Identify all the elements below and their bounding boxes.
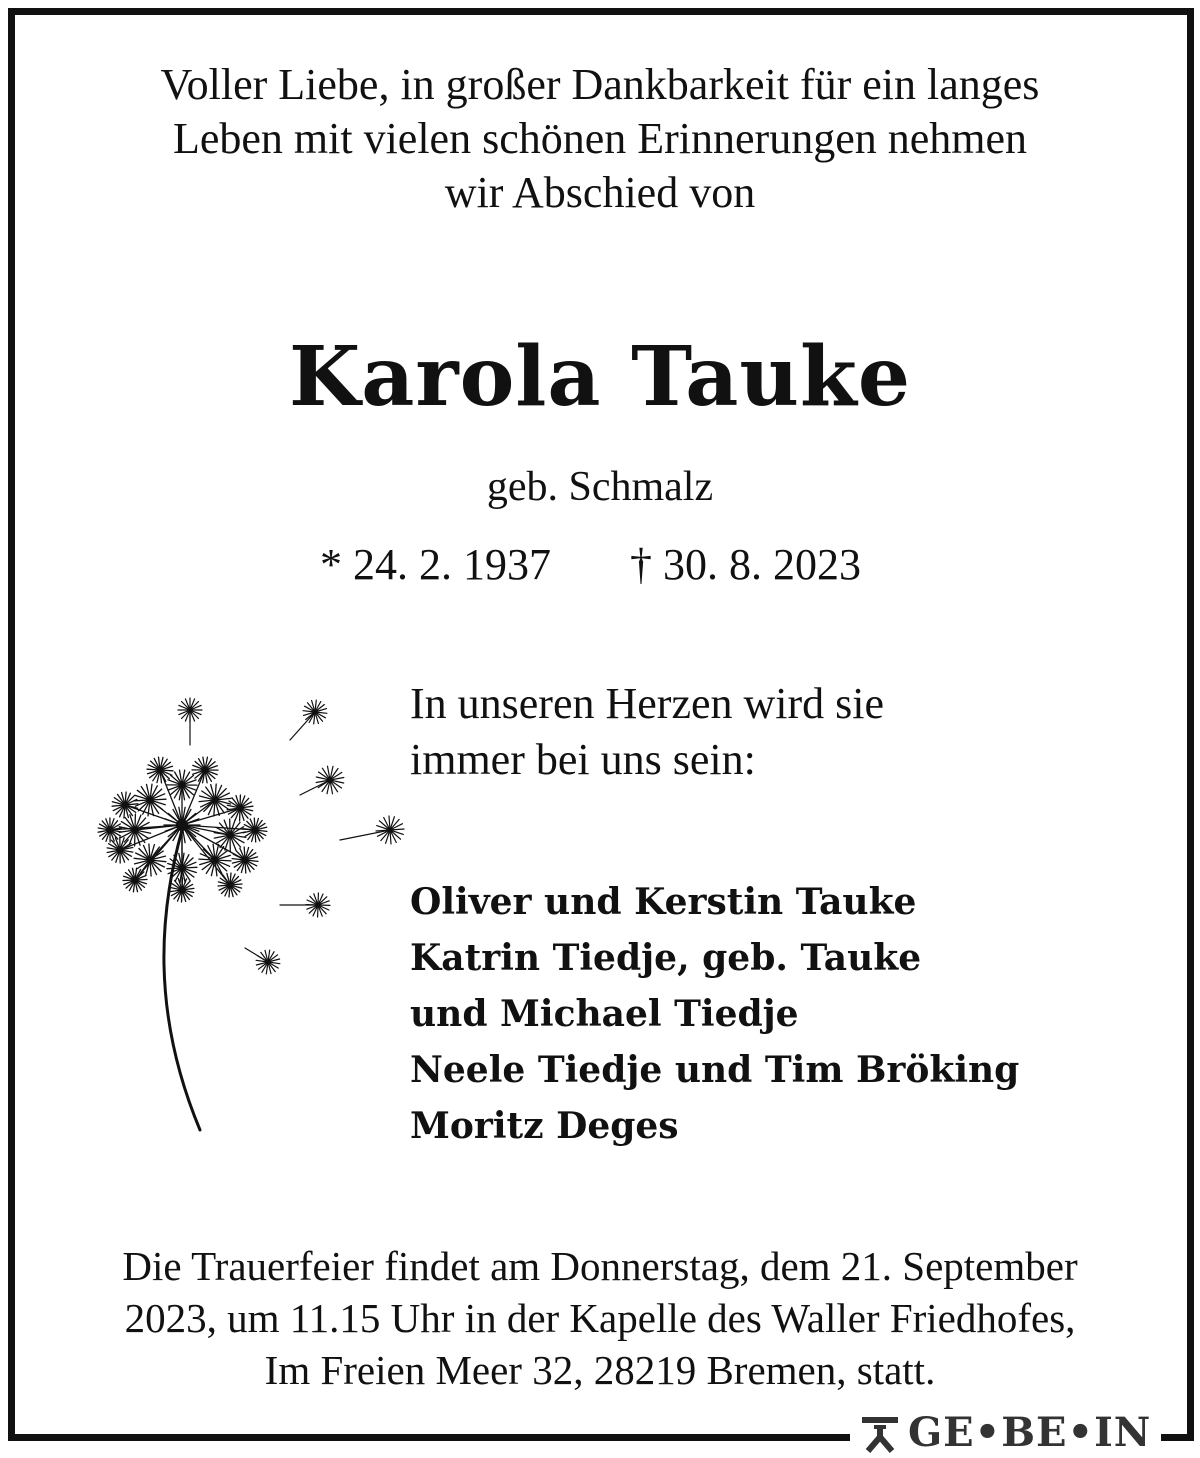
publisher-logo xyxy=(850,1410,1161,1456)
mourner-line: Oliver und Kerstin Tauke xyxy=(410,881,917,923)
service-line: Im Freien Meer 32, 28219 Bremen, statt. xyxy=(264,1347,936,1393)
mourner-line: Neele Tiedje und Tim Bröking xyxy=(410,1049,1020,1091)
death-date: † 30. 8. 2023 xyxy=(630,540,861,589)
logo-text: GE•BE•IN xyxy=(908,1409,1152,1456)
mourners-list xyxy=(410,874,1180,1154)
memorial-line: In unseren Herzen wird sie xyxy=(410,679,885,728)
intro-line: Voller Liebe, in großer Dankbarkeit für ein langes xyxy=(160,60,1040,109)
intro-line: Leben mit vielen schönen Erinnerungen nehmen xyxy=(172,114,1028,163)
memorial-line: immer bei uns sein: xyxy=(410,735,756,784)
mourner-line: Moritz Deges xyxy=(410,1105,679,1147)
gebein-logo-icon xyxy=(860,1413,900,1453)
mourner-line: und Michael Tiedje xyxy=(410,993,799,1035)
memorial-text xyxy=(410,676,1110,788)
intro-text xyxy=(40,58,1160,220)
intro-line: wir Abschied von xyxy=(444,168,756,217)
birth-date: * 24. 2. 1937 xyxy=(320,540,551,589)
mourner-line: Katrin Tiedje, geb. Tauke xyxy=(410,937,922,979)
service-line: Die Trauerfeier findet am Donnerstag, dem 21. September xyxy=(122,1243,1078,1289)
birth-name: geb. Schmalz xyxy=(486,464,714,510)
dandelion-icon xyxy=(90,690,420,1140)
service-line: 2023, um 11.15 Uhr in der Kapelle des Waller Friedhofes, xyxy=(124,1295,1076,1341)
service-info xyxy=(30,1240,1170,1396)
deceased-name: Karola Tauke xyxy=(288,329,912,425)
